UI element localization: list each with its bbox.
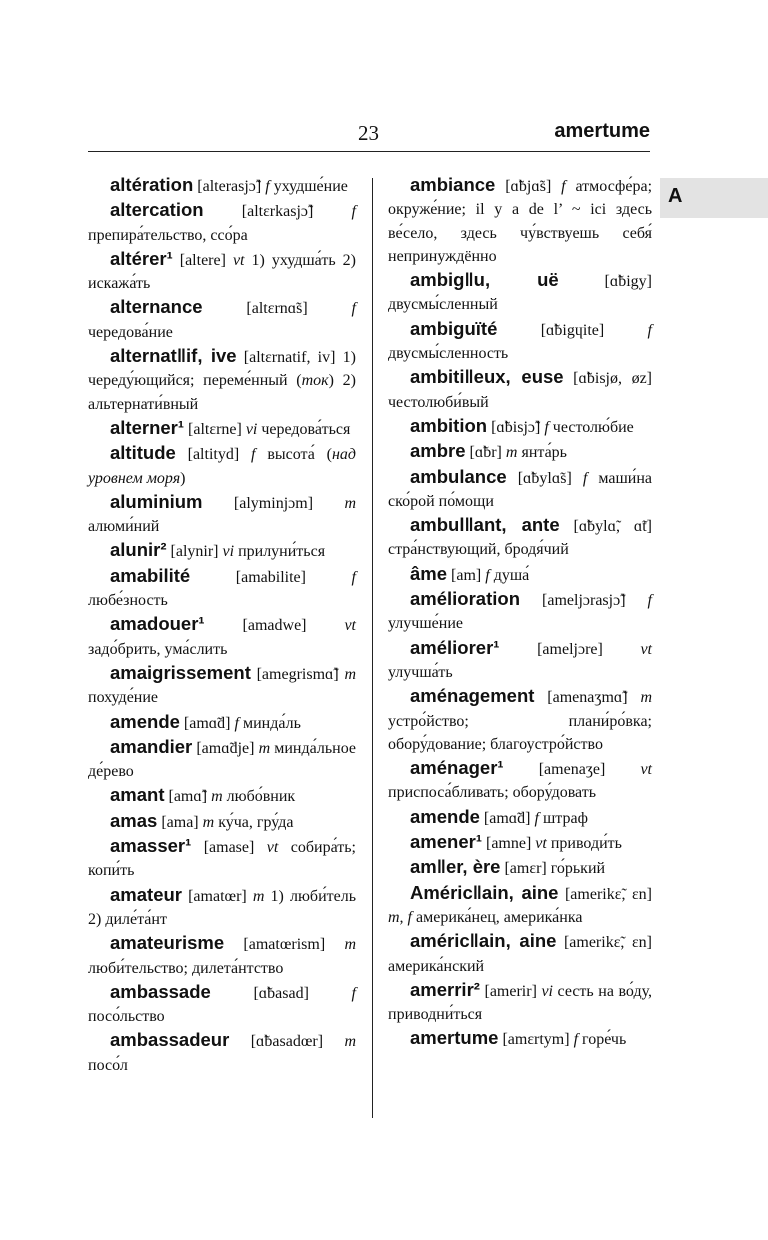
dictionary-entry (88, 710, 356, 735)
dictionary-entry (388, 684, 652, 756)
entry-text: собира́ть; копи́ть (88, 839, 356, 880)
entry-text: [am] (447, 566, 486, 584)
headword: amener¹ (410, 831, 482, 853)
headword: amant (110, 784, 165, 806)
grammar-label: vi (541, 982, 553, 1000)
entry-text: [altɛrnatif, iv] 1) череду́ющийся; переме́нный ( (88, 349, 356, 390)
entry-text: похуде́ние (88, 689, 159, 707)
entry-text: [amadwe] (204, 617, 345, 635)
entry-text: алюми́ний (88, 518, 160, 536)
headword: ambassadeur (110, 1029, 230, 1051)
entry-text: [altɛrkasjɔ̃] (203, 203, 352, 221)
entry-text: [amɑ̃dje] (192, 739, 259, 757)
entry-text: [ɑ̃bigɥite] (497, 321, 648, 339)
dictionary-entry (88, 834, 356, 883)
dictionary-entry (88, 735, 356, 784)
entry-text: [amerikɛ̃, ɛn] америка́нский (388, 934, 652, 975)
entry-text: приспоса́бливать; обору́довать (388, 784, 597, 802)
entry-text: [ɑ̃br] (465, 444, 506, 462)
grammar-label: f (351, 300, 356, 318)
headword: ambul‖ant, ante (410, 514, 560, 536)
thumb-index-tab (660, 178, 768, 218)
dictionary-entry (388, 855, 652, 880)
header-rule (88, 151, 650, 152)
dictionary-entry (388, 465, 652, 514)
headword: améric‖ain, aine (410, 930, 557, 952)
headword: amandier (110, 735, 193, 757)
grammar-label: m (252, 887, 265, 905)
grammar-label: f (647, 592, 652, 610)
entry-text: двусмы́сленность (388, 345, 509, 363)
headword: aluminium (110, 490, 203, 512)
grammar-label: f (265, 178, 270, 195)
entry-text: [altityd] (175, 446, 252, 464)
dictionary-entry (88, 344, 356, 416)
dictionary-entry (88, 441, 356, 490)
dictionary-entry (388, 439, 652, 464)
headword: amateur (110, 883, 182, 905)
entry-text: [amatœrism] (224, 936, 345, 954)
dictionary-entry (388, 513, 652, 562)
entry-text: [amabilite] (190, 568, 352, 586)
entry-text: сесть на во́ду, приводни́ться (388, 982, 652, 1024)
headword: ambition (410, 414, 488, 436)
dictionary-entry (388, 173, 652, 268)
grammar-label: m, f (388, 908, 412, 926)
entry-text: минда́льное де́рево (88, 739, 356, 781)
entry-text: ) 2) альтернати́вный (88, 372, 356, 413)
entry-text: ку́ча, гру́да (214, 813, 294, 831)
dictionary-entry (88, 1028, 356, 1077)
entry-text: [ɑ̃bjɑ̃s] (495, 178, 562, 195)
grammar-label: vt (640, 761, 652, 779)
headword: ambre (410, 440, 466, 462)
grammar-label: vt (232, 251, 245, 269)
headword: aménagement (410, 685, 535, 707)
grammar-label: m (640, 689, 652, 707)
headword: altération (110, 174, 194, 195)
headword: alternat‖if, ive (110, 345, 237, 367)
grammar-label: f (544, 418, 549, 436)
grammar-label: vt (535, 835, 547, 853)
grammar-label: f (251, 446, 256, 464)
grammar-label: vt (640, 640, 652, 658)
running-head: amertume (554, 120, 650, 142)
dictionary-entry (88, 564, 356, 613)
entry-text: 1) ухудша́ть 2) искажа́ть (88, 251, 356, 293)
dictionary-entry (388, 636, 652, 685)
grammar-label: vt (344, 617, 356, 635)
grammar-label: f (534, 809, 539, 827)
entry-text: честолю́бие (548, 418, 634, 436)
entry-text: люби́тельство; дилета́нтство (88, 959, 284, 977)
dictionary-entry (88, 198, 356, 247)
entry-text: ) (180, 469, 186, 487)
headword: ambiance (410, 174, 496, 195)
dictionary-entry (88, 173, 356, 198)
entry-text: улучше́ние (388, 615, 463, 633)
entry-text: [alterasjɔ̃] (193, 178, 266, 195)
entry-text: [alyminjɔm] (202, 494, 345, 512)
page-header (88, 118, 650, 150)
headword: alunir² (110, 539, 167, 561)
entry-text: [amenaʒmɑ̃] (534, 689, 641, 707)
headword: ambulance (410, 465, 507, 487)
grammar-label: f (561, 178, 566, 195)
headword: amende (410, 805, 480, 827)
entry-text: [amerir] (479, 982, 542, 1000)
grammar-label: над уровнем моря (88, 446, 356, 487)
dictionary-entry (388, 805, 652, 830)
grammar-label: m (505, 444, 518, 462)
grammar-label: f (351, 203, 356, 221)
headword: ambiti‖eux, euse (410, 366, 564, 388)
dictionary-entry (388, 830, 652, 855)
entry-text: [amɛr] го́рький (500, 860, 606, 878)
dictionary-entry (88, 980, 356, 1029)
grammar-label: f (582, 469, 588, 487)
grammar-label: vi (222, 543, 235, 561)
headword: amaigrissement (110, 661, 251, 683)
entry-text: [amerikɛ̃, ɛn] (558, 885, 652, 903)
grammar-label: m (258, 739, 271, 757)
entry-text: [ɑ̃bigy] двусмы́сленный (388, 273, 653, 314)
grammar-label: m (344, 1033, 356, 1051)
headword: altérer¹ (110, 247, 173, 269)
entry-text: [amegrismɑ̃] (250, 665, 345, 683)
headword: ambiguïté (410, 317, 498, 339)
left-column (88, 173, 356, 1077)
dictionary-entry (388, 414, 652, 439)
dictionary-entry (88, 295, 356, 344)
entry-text: [amenaʒe] (503, 761, 641, 779)
entry-text: америка́нец, америка́нка (412, 908, 583, 926)
entry-text: атмосфе́ра; окруже́ние; il y a de l’ ~ ici здесь ве́село, здесь чу́вствуешь себя́ непринуждённо (388, 178, 653, 265)
dictionary-entry (88, 247, 356, 296)
dictionary-entry (88, 612, 356, 661)
entry-text: высота́ ( (255, 446, 332, 464)
entry-text: [amatœr] (181, 887, 253, 905)
entry-text: задо́брить, ума́слить (88, 640, 228, 658)
grammar-label: f (351, 568, 356, 586)
dictionary-entry (88, 783, 356, 808)
headword: alternance (110, 296, 203, 318)
headword: amabilité (110, 564, 191, 586)
headword: amerrir² (410, 978, 480, 1000)
entry-text: [altɛrnɑ̃s] (202, 300, 352, 318)
entry-text: посо́л (88, 1056, 128, 1074)
dictionary-entry (388, 1026, 652, 1051)
entry-text: чередова́ться (257, 420, 351, 438)
entry-text: [altɛrne] (184, 420, 246, 438)
dictionary-entry (388, 365, 652, 414)
grammar-label: f (573, 1031, 579, 1049)
right-column (388, 173, 652, 1052)
entry-text: [ameljɔre] (499, 640, 641, 658)
headword: alterner¹ (110, 416, 185, 438)
entry-text: [ameljɔrasjɔ̃] (520, 592, 648, 610)
entry-text: 1) люби́тель 2) диле́та́нт (88, 887, 356, 928)
entry-text: [amne] (481, 835, 536, 853)
entry-text: янта́рь (517, 444, 567, 462)
headword: Améric‖ain, aine (410, 881, 559, 903)
grammar-label: ток (301, 372, 329, 390)
dictionary-entry (388, 317, 652, 366)
headword: amadouer¹ (110, 613, 205, 635)
entry-text: маши́на ско́рой по́мощи (388, 469, 652, 510)
dictionary-entry (388, 587, 652, 636)
thumb-index-letter: A (668, 185, 683, 207)
entry-text: прилуни́ться (234, 543, 326, 561)
entry-text: [amɑ̃d] (479, 809, 535, 827)
entry-text: горе́чь (578, 1031, 627, 1049)
entry-text: посо́льство (88, 1008, 165, 1026)
entry-text: улучша́ть (388, 663, 453, 681)
grammar-label: m (211, 788, 223, 806)
entry-text: любе́зность (88, 592, 168, 610)
entry-text: приводи́ть (546, 835, 622, 853)
entry-text: [amɑ̃d] (179, 714, 235, 732)
headword: amasser¹ (110, 835, 192, 857)
entry-text: [ɑ̃bisjø, øz] честолюби́вый (388, 370, 652, 411)
dictionary-entry (388, 978, 652, 1027)
headword: amélioration (410, 588, 520, 610)
page-number: 23 (358, 121, 379, 145)
headword: amateurisme (110, 932, 225, 954)
dictionary-entry (88, 809, 356, 834)
entry-text: душа́ (489, 566, 530, 584)
headword: aménager¹ (410, 757, 504, 779)
headword: ambassade (110, 980, 211, 1002)
headword: améliorer¹ (410, 636, 500, 658)
grammar-label: vi (245, 420, 258, 438)
headword: ambig‖u, uë (410, 269, 559, 291)
grammar-label: m (202, 813, 215, 831)
dictionary-entry (388, 562, 652, 587)
dictionary-entry (388, 881, 652, 930)
headword: altitude (110, 442, 176, 464)
headword: amas (110, 809, 158, 831)
grammar-label: m (344, 665, 356, 683)
entry-text: [amase] (191, 839, 267, 857)
entry-text: [alynir] (166, 543, 223, 561)
grammar-label: f (647, 321, 652, 339)
headword: altercation (110, 199, 204, 221)
dictionary-entry (88, 416, 356, 441)
entry-text: [amɑ̃] (164, 788, 212, 806)
entry-text: [altere] (172, 251, 233, 269)
entry-text: препира́тельство, ссо́ра (88, 226, 248, 244)
entry-text: [amɛrtym] (498, 1031, 574, 1049)
dictionary-entry (88, 490, 356, 539)
headword: amende (110, 710, 180, 732)
grammar-label: m (344, 936, 356, 954)
entry-text: [ɑ̃basadœr] (229, 1033, 345, 1051)
entry-text: ухудше́ние (269, 178, 348, 195)
headword: am‖er, ère (410, 856, 501, 878)
entry-text: [ɑ̃basad] (210, 984, 352, 1002)
grammar-label: f (485, 566, 490, 584)
entry-text: [ɑ̃bylɑ̃, ɑ̃t] стра́нствующий, бродя́чий (388, 518, 652, 559)
entry-text: любо́вник (222, 788, 296, 806)
entry-text: [ɑ̃bisjɔ̃] (487, 418, 545, 436)
entry-text: устро́йство; плани́ро́вка; обору́дование; благоустро́йство (388, 712, 652, 753)
dictionary-entry (88, 883, 356, 932)
dictionary-entry (388, 929, 652, 978)
dictionary-entry (388, 268, 652, 317)
grammar-label: f (351, 984, 356, 1002)
headword: amertume (410, 1027, 499, 1049)
entry-text: минда́ль (238, 714, 301, 732)
dictionary-entry (88, 931, 356, 980)
entry-text: чередова́ние (88, 323, 173, 341)
grammar-label: m (344, 494, 356, 512)
grammar-label: vt (266, 839, 279, 857)
entry-text: штраф (538, 809, 588, 827)
column-divider (372, 178, 373, 1118)
dictionary-entry (388, 756, 652, 805)
dictionary-entry (88, 661, 356, 710)
dictionary-entry (88, 538, 356, 563)
entry-text: [ɑ̃bylɑ̃s] (506, 469, 583, 487)
entry-text: [ama] (157, 813, 203, 831)
headword: âme (410, 562, 448, 584)
grammar-label: f (234, 714, 239, 732)
